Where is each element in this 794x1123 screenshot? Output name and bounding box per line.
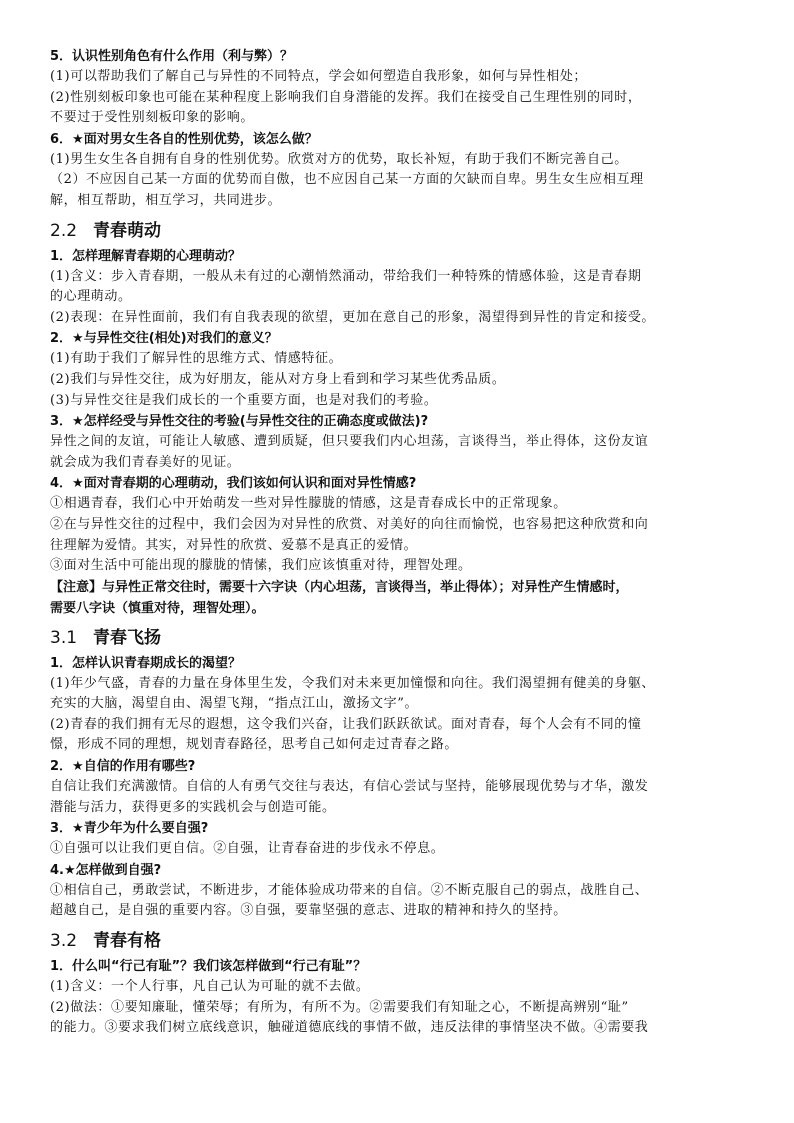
section-heading bbox=[50, 929, 760, 953]
answer-text-line: 往理解为爱情。其实，对异性的欣赏、爱慕不是真正的爱情。 bbox=[50, 537, 418, 553]
answer-text-line: ①相信自己，勇敢尝试，不断进步，才能体验成功带来的自信。②不断克服自己的弱点，战胜自己、 bbox=[50, 882, 649, 898]
answer-text-line: 解，相互帮助，相互学习，共同进步。 bbox=[50, 192, 282, 208]
answer-text-line: ②在与异性交往的过程中，我们会因为对异性的欣赏、对美好的向往而愉悦，也容易把这种欣赏和向 bbox=[50, 516, 649, 532]
answer-text-line: (1)有助于我们了解异性的思维方式、情感特征。 bbox=[50, 351, 343, 367]
section-title: 青春萌动 bbox=[93, 220, 162, 241]
question-heading: 2．★与异性交往(相处)对我们的意义？ bbox=[50, 331, 278, 347]
answer-text-line: 憬，形成不同的理想，规划青春路径，思考自己如何走过青春之路。 bbox=[50, 737, 459, 753]
answer-text-line: (2)做法：①要知廉耻，懂荣辱；有所为，有所不为。②需要我们有知耻之心，不断提高辨别“耻” bbox=[50, 999, 629, 1015]
answer-text-line: (1)含义：步入青春期，一般从未有过的心潮悄然涌动，带给我们一种特殊的情感体验，这是青春期 bbox=[50, 268, 642, 284]
answer-text-line: （2）不应因自己某一方面的优势而自傲，也不应因自己某一方面的欠缺而自卑。男生女生应相互理 bbox=[50, 172, 644, 188]
question-heading: 6．★面对男女生各自的性别优势，该怎么做？ bbox=[50, 131, 318, 147]
question-heading: 4.★怎样做到自强? bbox=[50, 862, 162, 878]
answer-text-line: 的能力。③要求我们树立底线意识，触碰道德底线的事情不做，违反法律的事情坚决不做。④需要我 bbox=[50, 1020, 649, 1036]
section-heading bbox=[50, 626, 760, 650]
section-number: 3.2 bbox=[50, 931, 78, 952]
question-heading: 1．怎样认识青春期成长的渴望？ bbox=[50, 655, 242, 671]
note-line: 【注意】与异性正常交往时，需要十六字诀（内心坦荡，言谈得当，举止得体）；对异性产生情感时， bbox=[50, 579, 629, 595]
section-title: 青春有格 bbox=[93, 931, 162, 952]
answer-text-line: 充实的大脑，渴望自由、渴望飞翔，“指点江山，激扬文字”。 bbox=[50, 696, 419, 712]
answer-text-line: (2)表现：在异性面前，我们有自我表现的欲望，更加在意自己的形象，渴望得到异性的肯定和接受。 bbox=[50, 309, 656, 325]
question-heading: 5．认识性别角色有什么作用（利与弊）？ bbox=[50, 49, 294, 64]
answer-text-line: 不要过于受性别刻板印象的影响。 bbox=[50, 110, 255, 126]
section-heading bbox=[50, 219, 760, 243]
question-heading: 3．★怎样经受与异性交往的考验(与异性交往的正确态度或做法)? bbox=[50, 414, 429, 430]
answer-text-line: 自信让我们充满激情。自信的人有勇气交往与表达，有信心尝试与坚持，能够展现优势与才华，激发 bbox=[50, 779, 649, 795]
question-heading: 1．什么叫“行己有耻”？我们该怎样做到“行己有耻”？ bbox=[50, 959, 367, 975]
document-page bbox=[50, 46, 760, 1039]
answer-text-line: ①相遇青春，我们心中开始萌发一些对异性朦胧的情感，这是青春成长中的正常现象。 bbox=[50, 496, 567, 512]
answer-text-line: ①自强可以让我们更自信。②自强，让青春奋进的步伐永不停息。 bbox=[50, 841, 445, 857]
answer-text-line: (1)可以帮助我们了解自己与异性的不同特点，学会如何塑造自我形象，如何与异性相处； bbox=[50, 69, 588, 84]
answer-text-line: (2)性别刻板印象也可能在某种程度上影响我们自身潜能的发挥。我们在接受自己生理性别的同时， bbox=[50, 89, 642, 105]
answer-text-line: (1)年少气盛，青春的力量在身体里生发，令我们对未来更加憧憬和向往。我们渴望拥有健美的身躯、 bbox=[50, 675, 656, 691]
section-number: 2.2 bbox=[50, 220, 78, 241]
question-heading: 3．★青少年为什么要自强? bbox=[50, 821, 209, 837]
note-line: 需要八字诀（慎重对待，理智处理）。 bbox=[50, 600, 265, 616]
answer-text-line: ③面对生活中可能出现的朦胧的情愫，我们应该慎重对待，理智处理。 bbox=[50, 558, 472, 574]
question-heading: 2．★自信的作用有哪些? bbox=[50, 759, 196, 775]
section-title: 青春飞扬 bbox=[93, 627, 162, 648]
answer-text-line: (1)含义：一个人行事，凡自己认为可耻的就不去做。 bbox=[50, 979, 370, 995]
answer-text-line: (3)与异性交往是我们成长的一个重要方面，也是对我们的考验。 bbox=[50, 392, 438, 408]
answer-text-line: (2)我们与异性交往，成为好朋友，能从对方身上看到和学习某些优秀品质。 bbox=[50, 371, 506, 387]
answer-text-line: 潜能与活力，获得更多的实践机会与创造可能。 bbox=[50, 799, 336, 815]
section-number: 3.1 bbox=[50, 627, 78, 648]
answer-text-line: 就会成为我们青春美好的见证。 bbox=[50, 454, 241, 470]
question-heading: 1．怎样理解青春期的心理萌动？ bbox=[50, 248, 242, 264]
answer-text-line: 异性之间的友谊，可能让人敏感、遭到质疑，但只要我们内心坦荡，言谈得当，举止得体，这份友谊 bbox=[50, 434, 649, 450]
answer-text-line: 的心理萌动。 bbox=[50, 289, 132, 305]
answer-text-line: 超越自己，是自强的重要内容。③自强，要靠坚强的意志、进取的精神和持久的坚持。 bbox=[50, 903, 567, 919]
question-heading: 4．★面对青春期的心理萌动，我们该如何认识和面对异性情感? bbox=[50, 476, 417, 492]
answer-text-line: (1)男生女生各自拥有自身的性别优势。欣赏对方的优势，取长补短，有助于我们不断完善自己。 bbox=[50, 151, 628, 167]
answer-text-line: (2)青春的我们拥有无尽的遐想，这令我们兴奋，让我们跃跃欲试。面对青春，每个人会有不同的憧 bbox=[50, 716, 642, 732]
